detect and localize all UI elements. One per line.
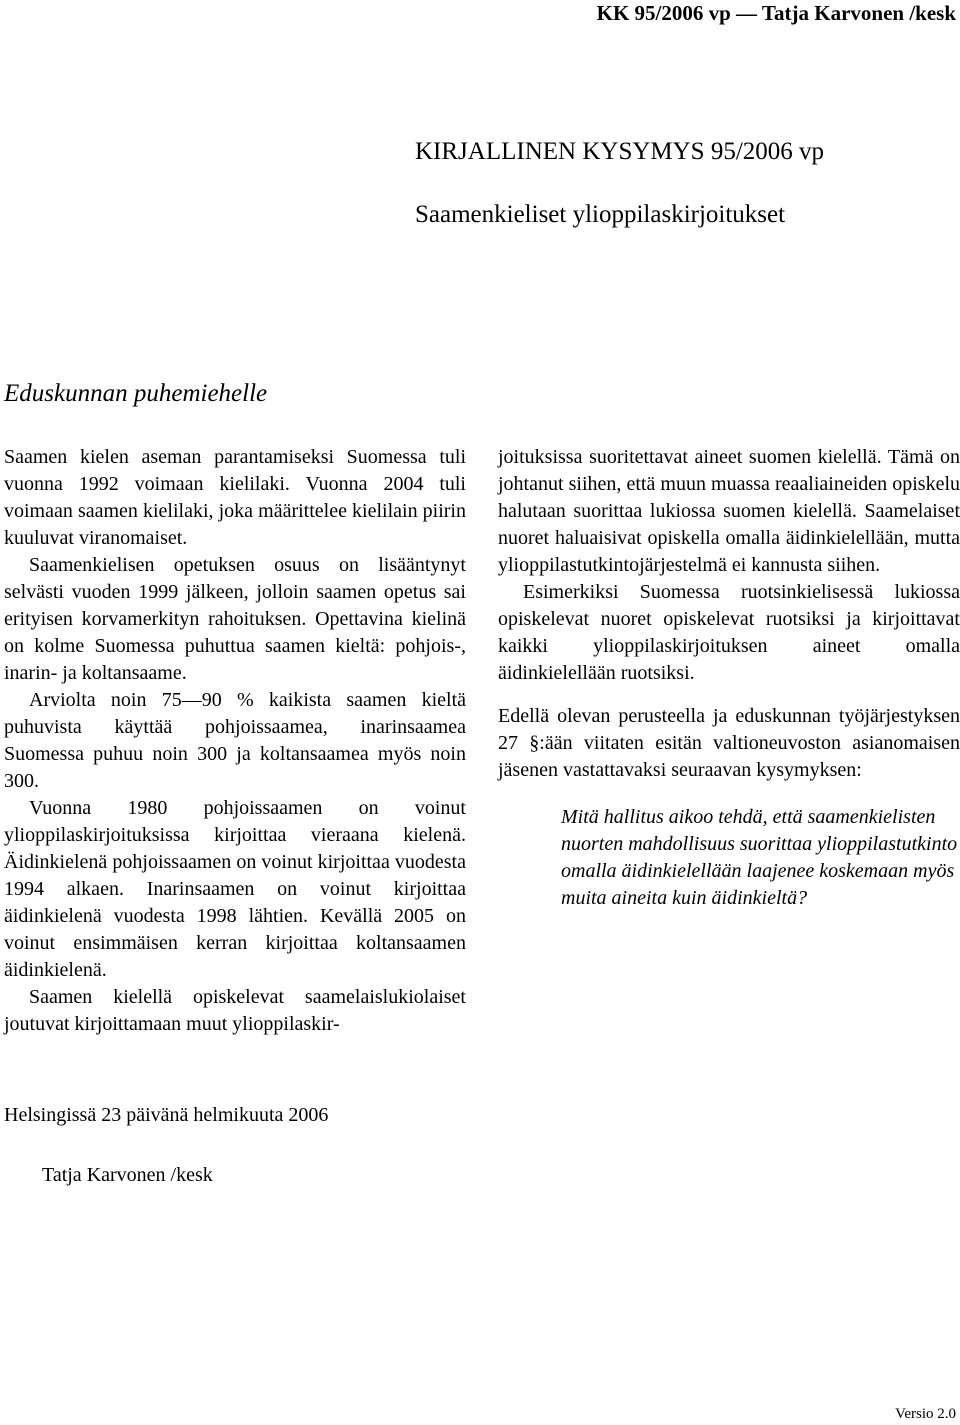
paragraph: Edellä olevan perusteella ja eduskunnan työjärjestyksen 27 §:ään viitaten esitän valtioneuvoston asianomaisen jäsenen vastattavaksi seuraavan kysymyksen: — [498, 705, 960, 781]
page-header: KK 95/2006 vp — Tatja Karvonen /kesk — [596, 1, 956, 25]
paragraph: Esimerkiksi Suomessa ruotsinkielisessä lukiossa opiskelevat nuoret opiskelevat ruotsiksi ja kirjoittavat kaikki ylioppilaskirjoituksen aineet omalla äidinkielellään ruotsiksi. — [498, 581, 960, 684]
paragraph: Arviolta noin 75—90 % kaikista saamen kieltä puhuvista käyttää pohjoissaamea, inarinsaamea Suomessa puhuu noin 300 ja koltansaamea myös noin 300. — [4, 689, 466, 792]
document-title: KIRJALLINEN KYSYMYS 95/2006 vp — [415, 138, 825, 165]
paragraph: Saamen kielellä opiskelevat saamelaislukiolaiset joutuvat kirjoittamaan muut ylioppilaskir- — [4, 986, 466, 1035]
date-line: Helsingissä 23 päivänä helmikuuta 2006 — [4, 1104, 329, 1126]
left-column — [4, 444, 466, 1038]
paragraph: Saamen kielen aseman parantamiseksi Suomessa tuli vuonna 1992 voimaan kielilaki. Vuonna 2004 tuli voimaan saamen kielilaki, joka määrittelee kielilain piirin kuuluvat viranomaiset. — [4, 446, 466, 549]
paragraph: joituksissa suoritettavat aineet suomen kielellä. Tämä on johtanut siihen, että muun muassa reaaliaineiden opiskelu halutaan suorittaa lukiossa suomen kielellä. Saamelaiset nuoret haluaisivat opiskella omalla äidinkielellään, mutta ylioppilastutkintojärjestelmä ei kannusta siihen. — [498, 446, 960, 576]
signature: Tatja Karvonen /kesk — [42, 1164, 213, 1186]
paragraph: Saamenkielisen opetuksen osuus on lisääntynyt selvästi vuoden 1999 jälkeen, jolloin saamen opetus sai erityisen korvamerkityn rahoituksen. Opettavina kielinä on kolme Suomessa puhuttua saamen kieltä: pohjois-, inarin- ja koltansaame. — [4, 554, 466, 684]
paragraph: Vuonna 1980 pohjoissaamen on voinut ylioppilaskirjoituksissa kirjoittaa vieraana kielenä. Äidinkielenä pohjoissaamen on voinut kirjoittaa vuodesta 1994 alkaen. Inarinsaamen on voinut kirjoittaa äidinkielenä vuodesta 1998 lähtien. Kevällä 2005 on voinut ensimmäisen kerran kirjoittaa koltansaamen äidinkielenä. — [4, 797, 466, 981]
addressee: Eduskunnan puhemiehelle — [4, 380, 268, 407]
document-subject: Saamenkieliset ylioppilaskirjoitukset — [415, 201, 786, 228]
right-column — [498, 444, 960, 912]
version-label: Versio 2.0 — [895, 1406, 956, 1422]
question-text: Mitä hallitus aikoo tehdä, että saamenkielisten nuorten mahdollisuus suorittaa ylioppilastutkinto omalla äidinkielellään laajenee koskemaan myös muita aineita kuin äidinkieltä? — [561, 806, 958, 909]
